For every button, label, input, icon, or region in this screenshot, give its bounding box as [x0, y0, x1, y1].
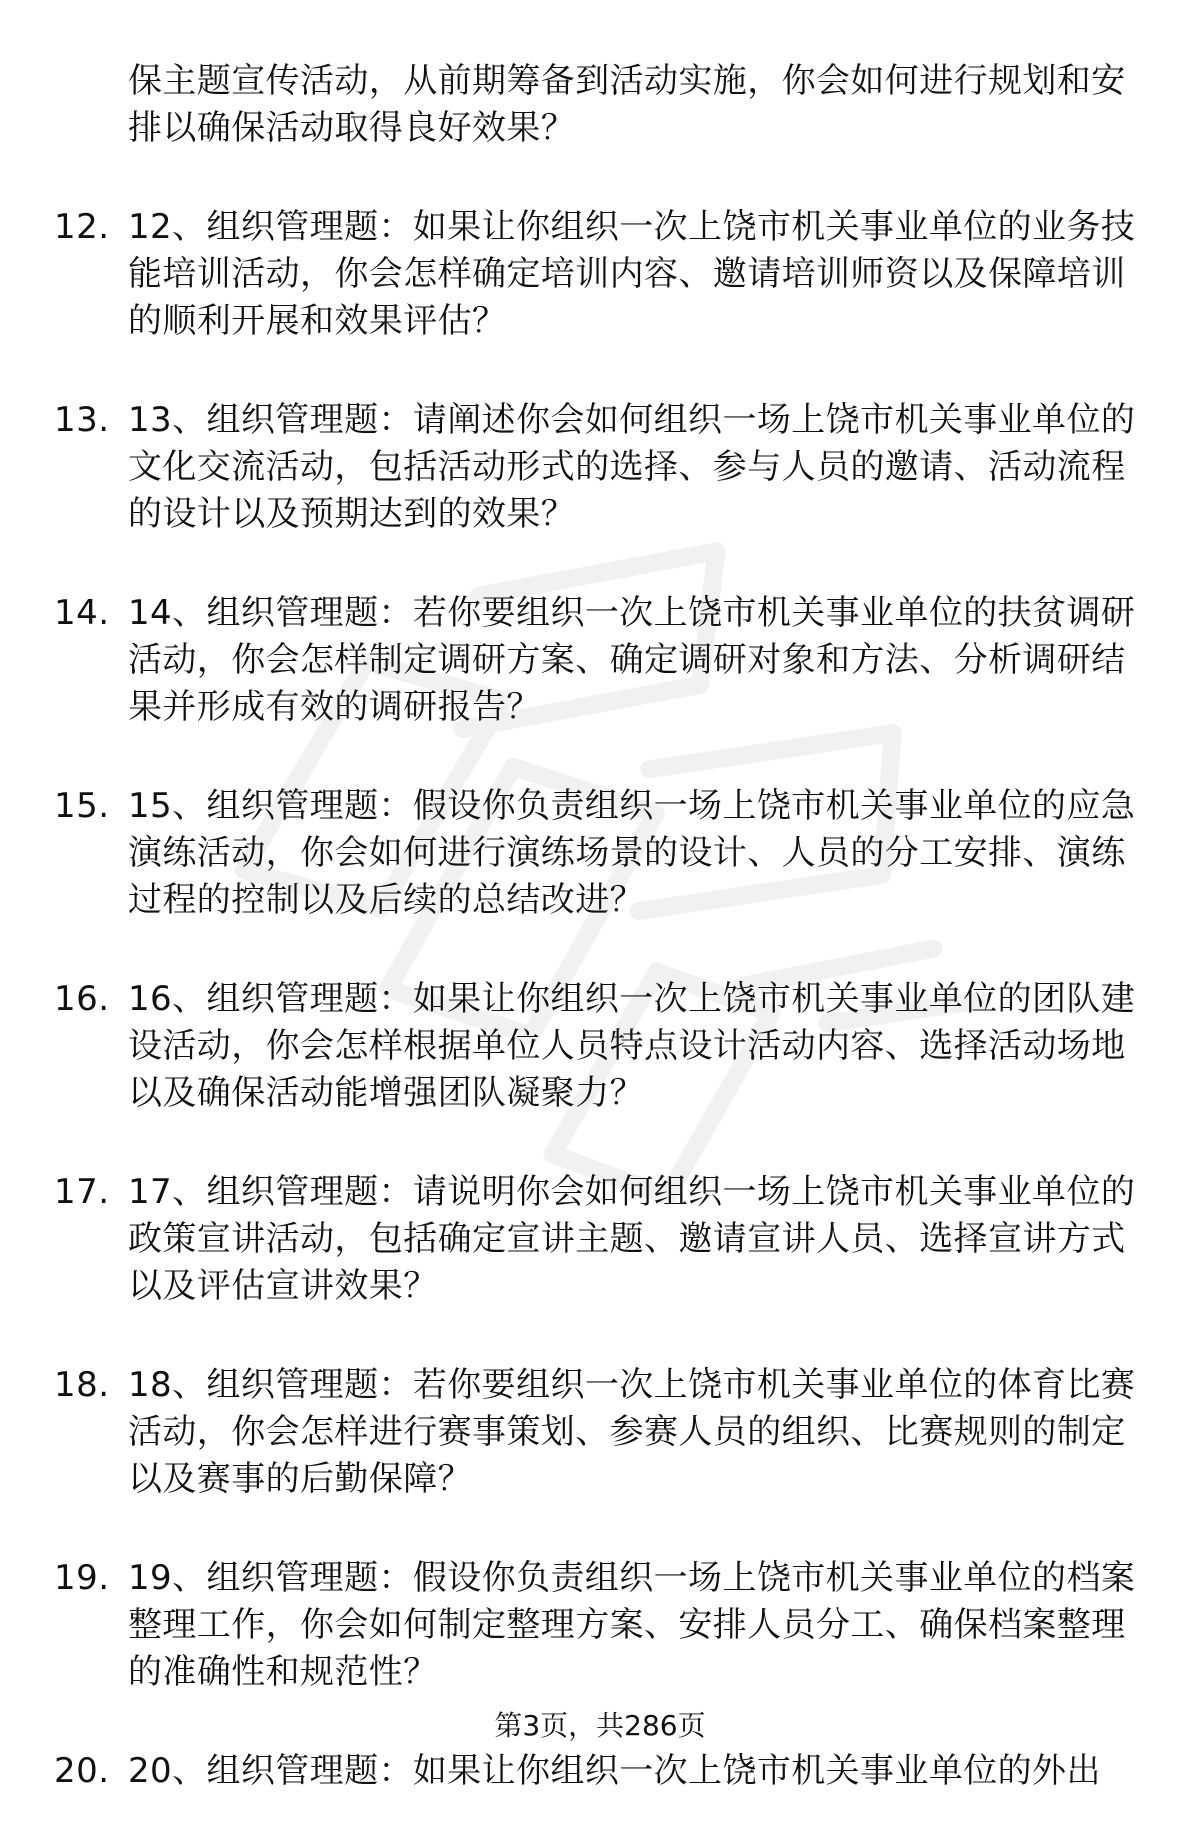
question-text: 13、组织管理题：请阐述你会如何组织一场上饶市机关事业单位的文化交流活动，包括活动形式的选择、参与人员的邀请、活动流程的设计以及预期达到的效果？	[128, 400, 1136, 534]
page-footer: 第3页，共286页	[494, 1709, 706, 1742]
continued-question	[54, 58, 1154, 152]
question-item	[54, 976, 1154, 1117]
continued-question-text: 保主题宣传活动，从前期筹备到活动实施，你会如何进行规划和安排以确保活动取得良好效果？	[128, 61, 1126, 148]
question-item	[54, 204, 1154, 345]
question-item	[54, 1555, 1154, 1696]
question-text: 15、组织管理题：假设你负责组织一场上饶市机关事业单位的应急演练活动，你会如何进行演练场景的设计、人员的分工安排、演练过程的控制以及后续的总结改进？	[128, 786, 1136, 920]
question-item	[54, 1169, 1154, 1310]
question-number: 20.	[54, 1751, 110, 1791]
question-number: 17.	[54, 1172, 110, 1212]
question-number: 19.	[54, 1558, 110, 1598]
question-item	[54, 1362, 1154, 1503]
question-number: 12.	[54, 207, 110, 247]
question-text: 20、组织管理题：如果让你组织一次上饶市机关事业单位的外出	[128, 1751, 1101, 1791]
question-text: 19、组织管理题：假设你负责组织一场上饶市机关事业单位的档案整理工作，你会如何制定整理方案、安排人员分工、确保档案整理的准确性和规范性？	[128, 1558, 1136, 1692]
question-item	[54, 397, 1154, 538]
question-number: 16.	[54, 979, 110, 1019]
question-item	[54, 590, 1154, 731]
question-item	[54, 783, 1154, 924]
question-list	[54, 58, 1154, 1847]
question-text: 16、组织管理题：如果让你组织一次上饶市机关事业单位的团队建设活动，你会怎样根据单位人员特点设计活动内容、选择活动场地以及确保活动能增强团队凝聚力？	[128, 979, 1136, 1113]
question-number: 15.	[54, 786, 110, 826]
question-number: 13.	[54, 400, 110, 440]
question-text: 14、组织管理题：若你要组织一次上饶市机关事业单位的扶贫调研活动，你会怎样制定调研方案、确定调研对象和方法、分析调研结果并形成有效的调研报告？	[128, 593, 1136, 727]
question-number: 14.	[54, 593, 110, 633]
question-text: 17、组织管理题：请说明你会如何组织一场上饶市机关事业单位的政策宣讲活动，包括确定宣讲主题、邀请宣讲人员、选择宣讲方式以及评估宣讲效果？	[128, 1172, 1136, 1306]
question-text: 12、组织管理题：如果让你组织一次上饶市机关事业单位的业务技能培训活动，你会怎样确定培训内容、邀请培训师资以及保障培训的顺利开展和效果评估？	[128, 207, 1136, 341]
question-item	[54, 1748, 1154, 1795]
question-text: 18、组织管理题：若你要组织一次上饶市机关事业单位的体育比赛活动，你会怎样进行赛事策划、参赛人员的组织、比赛规则的制定以及赛事的后勤保障？	[128, 1365, 1136, 1499]
question-number: 18.	[54, 1365, 110, 1405]
